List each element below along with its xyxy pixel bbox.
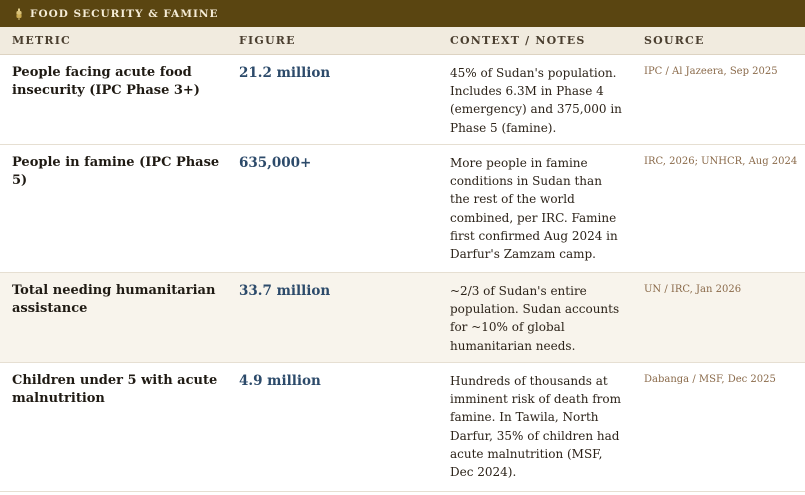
metric-cell: People in famine (IPC Phase 5)	[12, 155, 220, 188]
figure-cell: 635,000+	[239, 155, 312, 171]
wheat-icon	[14, 8, 24, 20]
header-source: SOURCE	[644, 34, 705, 47]
figure-cell: 4.9 million	[239, 373, 321, 389]
context-cell: More people in famine conditions in Sudan than the rest of the world combined, per IRC. Famine first confirmed Aug 2024 in Darfur's Zamzam camp.	[450, 156, 618, 262]
source-cell: UN / IRC, Jan 2026	[644, 284, 742, 295]
header-figure: FIGURE	[239, 34, 296, 47]
table-row	[0, 363, 805, 492]
figure-cell: 33.7 million	[239, 283, 331, 299]
figure-cell: 21.2 million	[239, 65, 331, 81]
context-cell: ~2/3 of Sudan's entire population. Sudan accounts for ~10% of global humanitarian needs.	[450, 284, 620, 353]
header-metric: METRIC	[12, 34, 71, 47]
header-context: CONTEXT / NOTES	[450, 34, 586, 47]
table-row	[0, 273, 805, 363]
metric-cell: People facing acute food insecurity (IPC Phase 3+)	[12, 65, 200, 98]
context-cell: Hundreds of thousands at imminent risk of death from famine. In Tawila, North Darfur, 35% of children had acute malnutrition (MSF, Dec 2024).	[450, 374, 622, 480]
context-cell: 45% of Sudan's population. Includes 6.3M in Phase 4 (emergency) and 375,000 in Phase 5 (famine).	[450, 66, 622, 135]
table-row	[0, 55, 805, 145]
source-cell: IRC, 2026; UNHCR, Aug 2024	[644, 156, 798, 167]
source-cell: IPC / Al Jazeera, Sep 2025	[644, 66, 778, 77]
metric-cell: Children under 5 with acute malnutrition	[12, 373, 218, 406]
source-cell: Dabanga / MSF, Dec 2025	[644, 374, 776, 385]
metric-cell: Total needing humanitarian assistance	[12, 283, 216, 316]
table-row	[0, 145, 805, 273]
section-banner	[0, 0, 805, 27]
section-title: FOOD SECURITY & FAMINE	[30, 7, 219, 20]
table-header	[0, 27, 805, 55]
